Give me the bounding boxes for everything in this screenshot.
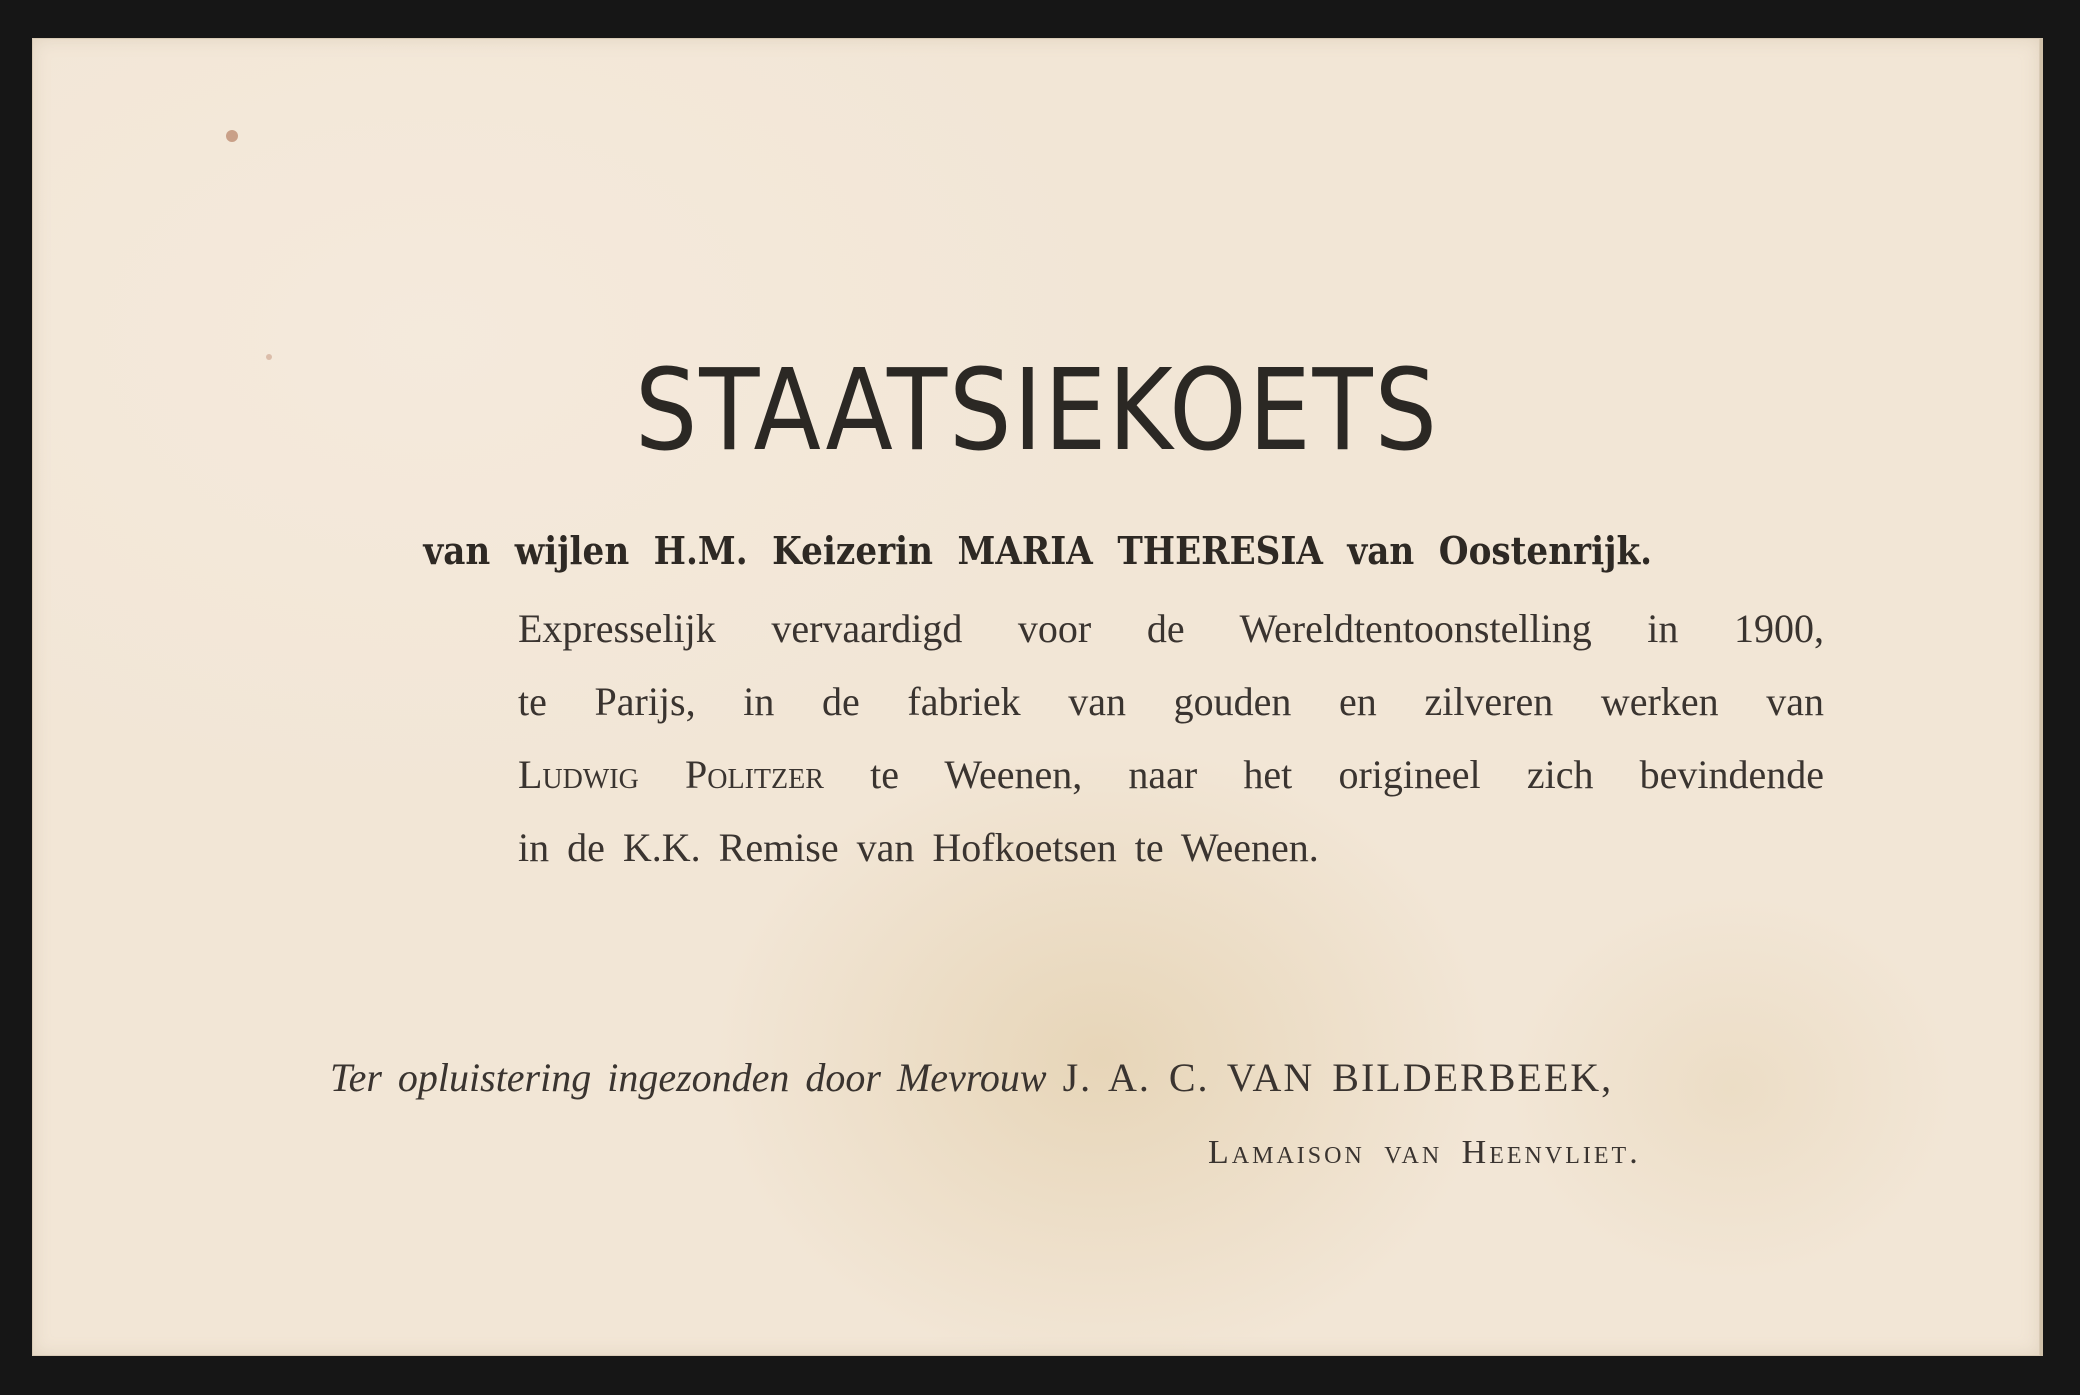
contributor-residence: Lamaison van Heenvliet. [1208, 1134, 1641, 1171]
foxing-spot [226, 130, 238, 142]
contributor-line [330, 1054, 1613, 1101]
paragraph-line-3 [518, 751, 1824, 798]
paragraph-line-2: te Parijs, in de fabriek van gouden en zilveren werken van [518, 679, 1824, 724]
paragraph-line-3-rest: te Weenen, naar het origineel zich bevindende [823, 752, 1824, 797]
card-title: STAATSIEKOETS [634, 346, 1439, 476]
paragraph-line-1: Expresselijk vervaardigd voor de Wereldtentoonstelling in 1900, [518, 606, 1824, 651]
contributor-lead: Ter opluistering ingezonden door Mevrouw [330, 1055, 1047, 1100]
contributor-name: J. A. C. VAN BILDERBEEK, [1062, 1055, 1614, 1100]
printed-card [32, 38, 2043, 1356]
maker-name: Ludwig Politzer [518, 752, 824, 797]
paragraph-line-4: in de K.K. Remise van Hofkoetsen te Weenen. [518, 825, 1319, 870]
card-subtitle: van wijlen H.M. Keizerin MARIA THERESIA van Oostenrijk. [423, 528, 1653, 573]
